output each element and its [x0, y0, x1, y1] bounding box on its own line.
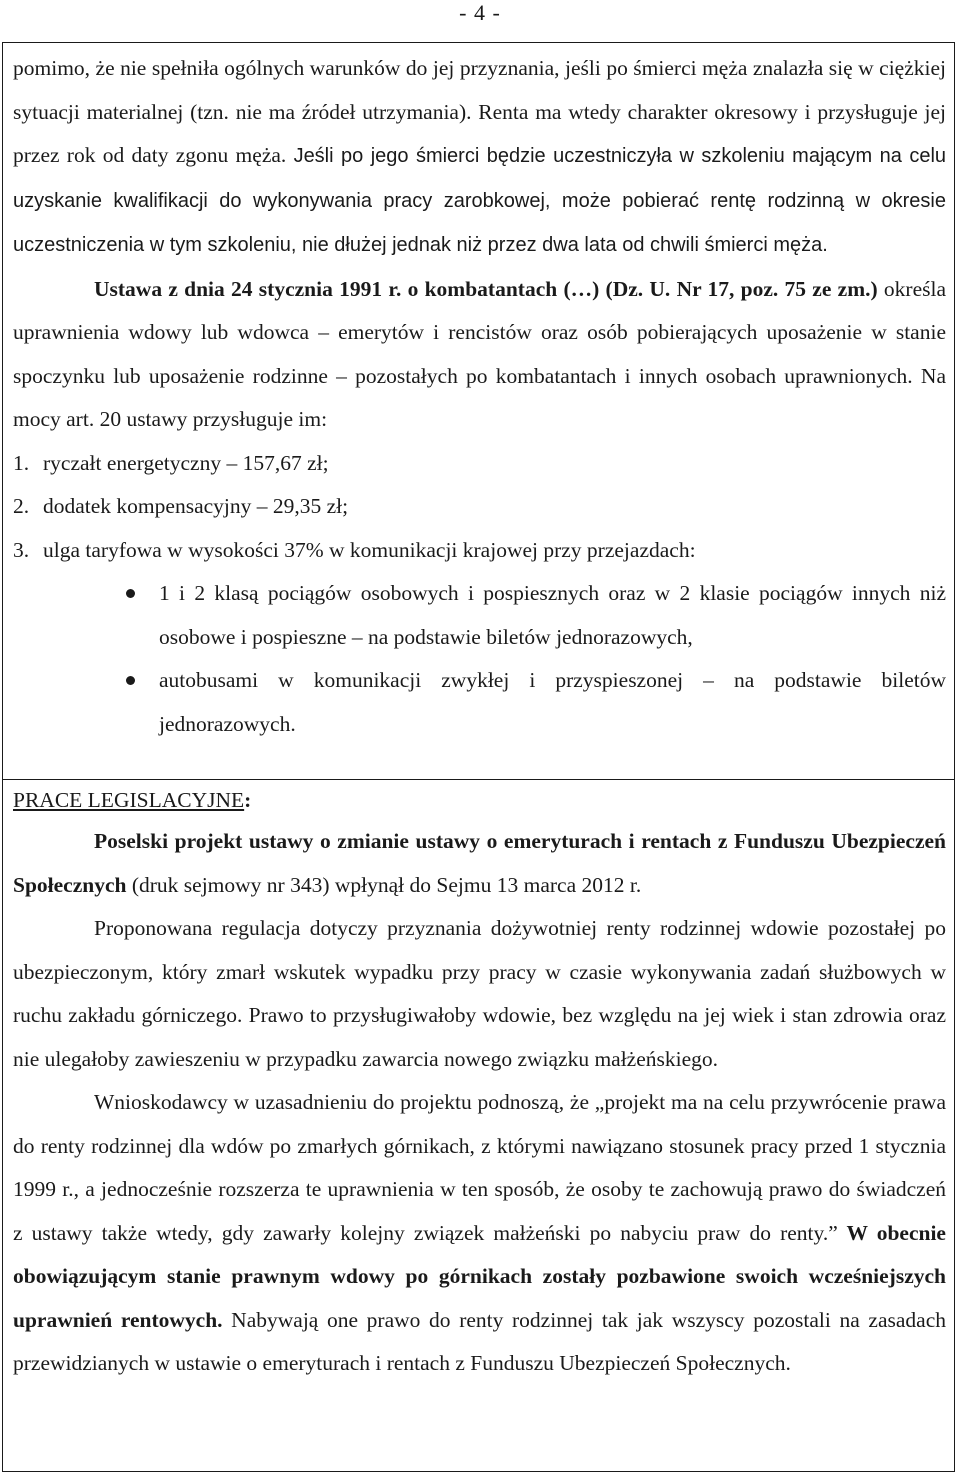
bill-text: (druk sejmowy nr 343) wpłynął do Sejmu 13 marca 2012 r.: [126, 872, 642, 897]
veterans-act-title: Ustawa z dnia 24 stycznia 1991 r. o kombatantach (…) (Dz. U. Nr 17, poz. 75 ze zm.): [94, 276, 878, 301]
paragraph-bill: [13, 820, 946, 907]
bullet-icon: [126, 676, 135, 685]
bill-title: Poselski projekt ustawy o zmianie ustawy o emeryturach i rentach z Funduszu Ubezpieczeń Społecznych: [13, 829, 946, 897]
page-number: - 4 -: [459, 0, 501, 25]
entitlements-list: [13, 442, 946, 573]
text-box-bottom: [2, 779, 955, 1472]
fare-discount-list: [13, 572, 946, 746]
list-item: autobusami w komunikacji zwykłej i przyspieszonej – na podstawie biletów jednorazowych.: [13, 659, 946, 746]
list-item: 1. ryczałt energetyczny – 157,67 zł;: [13, 450, 329, 475]
paragraph-justification: Wnioskodawcy w uzasadnieniu do projektu podnoszą, że „projekt ma na celu przywrócenie prawa do renty rodzinnej dla wdów po zmarłych górnikach, z którymi nawiązano stosunek pracy przed 1 stycznia 1999 r., a jednocześnie rozszerza te uprawnienia w ten sposób, że osoby te zachowują prawo do świadczeń z ustawy także wtedy, gdy zawarły kolejny związek małżeński po nabyciu praw do renty.” W obecnie obowiązującym stanie prawnym wdowy po górnikach zostały pozbawione swoich wcześniejszych uprawnień rentowych. Nabywają one prawo do renty rodzinnej tak jak wszyscy pozostali na zasadach przewidzianych w ustawie o emeryturach i rentach z Funduszu Ubezpieczeń Społecznych.: [13, 1090, 946, 1375]
list-item: 1 i 2 klasą pociągów osobowych i pospiesznych oraz w 2 klasie pociągów innych niż osobowe i pospieszne – na podstawie biletów jednorazowych,: [13, 572, 946, 659]
text-box-top: [2, 42, 955, 779]
veterans-act-text: określa uprawnienia wdowy lub wdowca – emerytów i rencistów oraz osób pobierających uposażenie w stanie spoczynku lub uposażenie rodzinne – pozostałych po kombatantach i innych osobach uprawnionych. Na mocy art. 20 ustawy przysługuje im:: [13, 276, 946, 431]
paragraph-regulation: Proponowana regulacja dotyczy przyznania dożywotniej renty rodzinnej wdowie pozostałej po ubezpieczonym, który zmarł wskutek wypadku przy pracy w czasie wykonywania zadań służbowych w ruchu zakładu górniczego. Prawo to przysługiwałoby wdowie, bez względu na jej wiek i stan zdrowia oraz nie ulegałoby zawieszeniu w przypadku zawarcia nowego związku małżeńskiego.: [13, 916, 946, 1071]
bullet-icon: [126, 589, 135, 598]
list-item: 2. dodatek kompensacyjny – 29,35 zł;: [13, 494, 349, 518]
paragraph-widow-pension: [13, 47, 946, 268]
paragraph-widow-pension-b: Jeśli po jego śmierci będzie uczestniczyła w szkoleniu mającym na celu uzyskanie kwalifikacji do wykonywania pracy zarobkowej, może pobierać rentę rodzinną w okresie uczestniczenia w tym szkoleniu, nie dłużej jednak niż przez dwa lata od chwili śmierci męża.: [13, 145, 947, 256]
list-item: 3. ulga taryfowa w wysokości 37% w komunikacji krajowej przy przejazdach:: [13, 537, 696, 562]
section-heading: PRACE LEGISLACYJNE:: [13, 788, 252, 812]
paragraph-widow-pension-a: pomimo, że nie spełniła ogólnych warunków do jej przyznania, jeśli po śmierci męża znalazła się w ciężkiej sytuacji materialnej (tzn. nie ma źródeł utrzymania). Renta ma wtedy charakter okresowy i przysługuje jej przez rok od daty zgonu męża.: [13, 56, 946, 167]
paragraph-veterans-act: [13, 268, 946, 442]
